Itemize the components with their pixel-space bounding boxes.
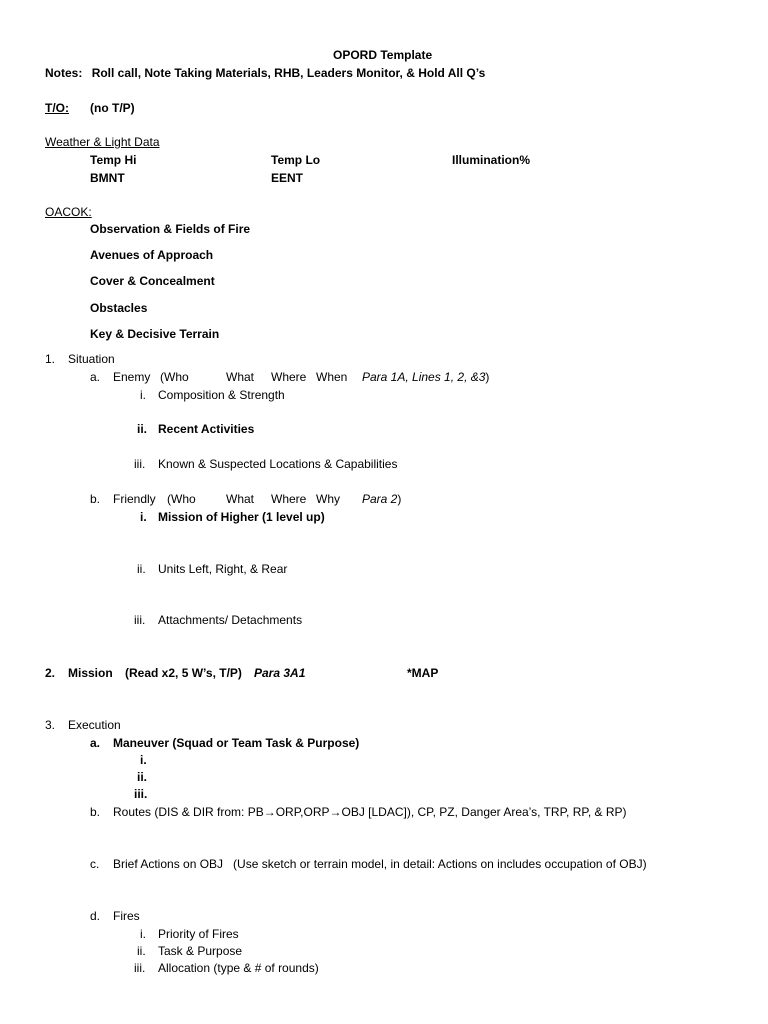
fires-item: Task & Purpose	[158, 944, 243, 958]
list-number: ii.	[137, 562, 146, 576]
execution-label: Execution	[68, 718, 121, 732]
friendly-ref: Para 2	[362, 492, 398, 506]
section-number: 2.	[45, 666, 56, 680]
friendly-ref-line	[362, 493, 401, 505]
enemy-ref-close: )	[485, 370, 490, 384]
enemy-what: What	[226, 370, 255, 384]
enemy-ref: Para 1A, Lines 1, 2, &3	[362, 370, 486, 384]
enemy-item: Composition & Strength	[158, 388, 285, 402]
friendly-label: Friendly	[113, 492, 156, 506]
maneuver-text: Maneuver (Squad or Team Task & Purpose)	[113, 736, 360, 750]
enemy-label: Enemy	[113, 370, 151, 384]
oacok-item: Key & Decisive Terrain	[90, 327, 220, 341]
fires-item: Allocation (type & # of rounds)	[158, 961, 319, 975]
list-number: i.	[140, 927, 146, 941]
routes-text: Routes (DIS & DIR from: PB→ORP,ORP→OBJ [LDAC]), CP, PZ, Danger Area’s, TRP, RP, & RP)	[113, 805, 627, 819]
mission-ref: Para 3A1	[254, 666, 306, 680]
list-number: ii.	[137, 944, 146, 958]
oacok-item: Obstacles	[90, 301, 148, 315]
weather-bmnt: BMNT	[90, 171, 125, 185]
oacok-item: Observation & Fields of Fire	[90, 222, 251, 236]
list-number: i.	[140, 510, 147, 524]
oacok-item: Avenues of Approach	[90, 248, 214, 262]
to-text: (no T/P)	[90, 101, 135, 115]
list-number: ii.	[137, 422, 148, 436]
weather-illumination: Illumination%	[452, 153, 530, 167]
list-number: iii.	[134, 613, 146, 627]
notes-label: Notes:	[45, 66, 83, 80]
fires-letter: d.	[90, 909, 101, 923]
actions-text: Brief Actions on OBJ (Use sketch or terrain model, in detail: Actions on includes occupation of OBJ)	[113, 857, 647, 871]
weather-heading: Weather & Light Data	[45, 135, 160, 149]
actions-letter: c.	[90, 857, 100, 871]
enemy-letter: a.	[90, 370, 101, 384]
friendly-item: Mission of Higher (1 level up)	[158, 510, 325, 524]
weather-temp-hi: Temp Hi	[90, 153, 137, 167]
oacok-heading: OACOK:	[45, 205, 92, 219]
friendly-what: What	[226, 492, 255, 506]
mission-label: Mission	[68, 666, 113, 680]
situation-label: Situation	[68, 352, 115, 366]
section-number: 3.	[45, 718, 56, 732]
enemy-item: Known & Suspected Locations & Capabilities	[158, 457, 398, 471]
list-number: ii.	[137, 770, 148, 784]
friendly-letter: b.	[90, 492, 101, 506]
friendly-why: Why	[316, 492, 340, 506]
to-label: T/O:	[45, 101, 69, 115]
page-title: OPORD Template	[333, 48, 433, 62]
friendly-item: Attachments/ Detachments	[158, 613, 303, 627]
friendly-who: (Who	[167, 492, 196, 506]
enemy-when: When	[316, 370, 348, 384]
oacok-item: Cover & Concealment	[90, 274, 215, 288]
list-number: iii.	[134, 457, 146, 471]
enemy-where: Where	[271, 370, 307, 384]
friendly-ref-close: )	[397, 492, 402, 506]
enemy-who: (Who	[160, 370, 189, 384]
fires-label: Fires	[113, 909, 140, 923]
list-number: i.	[140, 388, 146, 402]
maneuver-letter: a.	[90, 736, 101, 750]
weather-temp-lo: Temp Lo	[271, 153, 321, 167]
list-number: i.	[140, 753, 147, 767]
list-number: iii.	[134, 787, 148, 801]
mission-map: *MAP	[407, 666, 439, 680]
list-number: iii.	[134, 961, 146, 975]
notes-text: Roll call, Note Taking Materials, RHB, Leaders Monitor, & Hold All Q’s	[91, 66, 486, 80]
routes-letter: b.	[90, 805, 101, 819]
friendly-where: Where	[271, 492, 307, 506]
friendly-item: Units Left, Right, & Rear	[158, 562, 288, 576]
notes-line	[45, 67, 485, 79]
fires-item: Priority of Fires	[158, 927, 239, 941]
section-number: 1.	[45, 352, 56, 366]
enemy-ref-line	[362, 371, 489, 383]
enemy-item: Recent Activities	[158, 422, 255, 436]
mission-detail: (Read x2, 5 W’s, T/P)	[125, 666, 242, 680]
weather-eent: EENT	[271, 171, 304, 185]
